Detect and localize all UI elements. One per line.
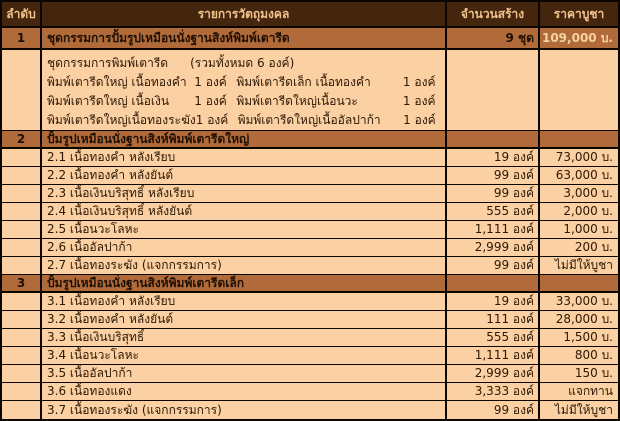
- detail-left-label: พิมพ์เตารีดใหญ่ เนื้อเงิน: [47, 94, 170, 108]
- price-cell: [538, 275, 618, 291]
- price-cell: 28,000 บ.: [538, 311, 618, 328]
- section-row-1: [2, 28, 618, 50]
- price-cell: 63,000 บ.: [538, 167, 618, 184]
- row-number-cell: [2, 167, 40, 184]
- table-row: [2, 275, 618, 293]
- row-number-cell: [2, 239, 40, 256]
- item-cell: ปั้มรูปเหมือนนั่งฐานสิงห์พิมพ์เตารีดเล็ก: [40, 275, 445, 291]
- price-cell: ไม่มีให้บูชา: [538, 401, 618, 419]
- qty-cell: 19 องค์: [445, 293, 538, 310]
- table-row: [2, 347, 618, 365]
- item-cell: 2.1 เนื้อทองคำ หลังเรียบ: [40, 149, 445, 166]
- header-cell-price: ราคาบูชา: [538, 2, 618, 26]
- qty-cell: 555 องค์: [445, 329, 538, 346]
- price-cell: 1,000 บ.: [538, 221, 618, 238]
- price-cell: 150 บ.: [538, 365, 618, 382]
- detail-right-qty: 1 องค์: [403, 113, 436, 127]
- header-cell-order: ลำดับ: [6, 6, 36, 21]
- qty-cell: 19 องค์: [445, 149, 538, 166]
- row-number-cell: 2: [16, 132, 26, 146]
- item-cell: 2.5 เนื้อนวะโลหะ: [40, 221, 445, 238]
- row-number-cell: [2, 149, 40, 166]
- qty-cell: [445, 275, 538, 291]
- detail-left-label: พิมพ์เตารีดใหญ่ เนื้อทองคำ: [47, 75, 187, 89]
- table-header-row: [2, 2, 618, 28]
- item-cell: 2.3 เนื้อเงินบริสุทธิ์ หลังเรียบ: [40, 185, 445, 202]
- item-cell: ชุดกรรมการปั้มรูปเหมือนนั่งฐานสิงห์พิมพ์เตารีด: [40, 28, 445, 48]
- detail-pair-line: [47, 111, 445, 130]
- item-cell: 2.7 เนื้อทองระฆัง (แจกกรรมการ): [40, 257, 445, 274]
- qty-cell: 99 องค์: [445, 167, 538, 184]
- detail-right-qty: 1 องค์: [402, 94, 436, 108]
- price-cell: 800 บ.: [538, 347, 618, 364]
- qty-cell: 111 องค์: [445, 311, 538, 328]
- detail-note: (รวมทั้งหมด 6 องค์): [190, 56, 295, 70]
- table-row: [2, 131, 618, 149]
- table-row: [2, 383, 618, 401]
- row-number-cell: [2, 293, 40, 310]
- price-cell: 1,500 บ.: [538, 329, 618, 346]
- price-cell: 2,000 บ.: [538, 203, 618, 220]
- item-cell: 3.7 เนื้อทองระฆัง (แจกกรรมการ): [40, 401, 445, 419]
- row-number-cell: 3: [16, 276, 26, 290]
- table-row: [2, 401, 618, 419]
- qty-cell: 99 องค์: [445, 401, 538, 419]
- qty-cell: 2,999 องค์: [445, 365, 538, 382]
- qty-cell: 1,111 องค์: [445, 221, 538, 238]
- section-1-detail-row: [2, 50, 618, 131]
- qty-cell: 555 องค์: [445, 203, 538, 220]
- row-number-cell: [2, 329, 40, 346]
- item-cell: 2.6 เนื้ออัลปาก้า: [40, 239, 445, 256]
- item-cell: 3.2 เนื้อทองคำ หลังยันต์: [40, 311, 445, 328]
- detail-header-line: [47, 54, 445, 73]
- detail-left-qty: 1 องค์: [195, 113, 229, 127]
- item-cell: 3.4 เนื้อนวะโลหะ: [40, 347, 445, 364]
- row-number-cell: [2, 185, 40, 202]
- qty-cell: 99 องค์: [445, 257, 538, 274]
- item-cell: 2.4 เนื้อเงินบริสุทธิ์ หลังยันต์: [40, 203, 445, 220]
- row-number-cell: [2, 50, 40, 130]
- header-cell-quantity: จำนวนสร้าง: [445, 2, 538, 26]
- item-cell: 2.2 เนื้อทองคำ หลังยันต์: [40, 167, 445, 184]
- item-cell: 3.6 เนื้อทองแดง: [40, 383, 445, 400]
- price-cell: [538, 131, 618, 147]
- table-row: [2, 329, 618, 347]
- detail-left-qty: 1 องค์: [194, 75, 227, 89]
- detail-right-label: พิมพ์เตารีดเล็ก เนื้อทองคำ: [236, 75, 371, 89]
- qty-cell: [445, 50, 538, 130]
- price-cell: แจกทาน: [538, 383, 618, 400]
- price-cell: 109,000 บ.: [538, 28, 618, 48]
- table-row: [2, 293, 618, 311]
- item-cell: 3.1 เนื้อทองคำ หลังเรียบ: [40, 293, 445, 310]
- table-row: [2, 239, 618, 257]
- price-cell: 73,000 บ.: [538, 149, 618, 166]
- price-cell: 200 บ.: [538, 239, 618, 256]
- detail-right-qty: 1 องค์: [402, 75, 436, 89]
- row-number-cell: [2, 203, 40, 220]
- table-row: [2, 221, 618, 239]
- row-number-cell: [2, 347, 40, 364]
- detail-right-label: พิมพ์เตารีดใหญ่เนื้อนวะ: [236, 94, 358, 108]
- table-row: [2, 203, 618, 221]
- qty-cell: 2,999 องค์: [445, 239, 538, 256]
- price-cell: ไม่มีให้บูชา: [538, 257, 618, 274]
- detail-pair-line: [47, 92, 445, 111]
- price-cell: [538, 50, 618, 130]
- row-number-cell: [2, 257, 40, 274]
- item-cell: 3.5 เนื้ออัลปาก้า: [40, 365, 445, 382]
- qty-cell: 9 ชุด: [445, 28, 538, 48]
- header-cell-item: รายการวัตถุมงคล: [40, 2, 445, 26]
- table-row: [2, 149, 618, 167]
- row-number-cell: [2, 311, 40, 328]
- row-number-cell: [2, 401, 40, 419]
- row-number-cell: [2, 221, 40, 238]
- qty-cell: 3,333 องค์: [445, 383, 538, 400]
- item-cell: 3.3 เนื้อเงินบริสุทธิ์: [40, 329, 445, 346]
- price-cell: 33,000 บ.: [538, 293, 618, 310]
- row-number-cell: [2, 383, 40, 400]
- price-cell: 3,000 บ.: [538, 185, 618, 202]
- table-row: [2, 257, 618, 275]
- row-number-cell: [2, 365, 40, 382]
- table-row: [2, 167, 618, 185]
- detail-title: ชุดกรรมการพิมพ์เตารีด: [47, 56, 169, 70]
- row-number-cell: 1: [16, 31, 26, 45]
- qty-cell: 99 องค์: [445, 185, 538, 202]
- detail-pair-line: [47, 73, 445, 92]
- qty-cell: 1,111 องค์: [445, 347, 538, 364]
- detail-right-label: พิมพ์เตารีดใหญ่เนื้ออัลปาก้า: [237, 113, 381, 127]
- detail-cell: [40, 50, 445, 130]
- table-row: [2, 185, 618, 203]
- table-row: [2, 311, 618, 329]
- detail-left-label: พิมพ์เตารีดใหญ่เนื้อทองระฆัง: [47, 113, 196, 127]
- detail-left-qty: 1 องค์: [194, 94, 227, 108]
- qty-cell: [445, 131, 538, 147]
- item-cell: ปั้มรูปเหมือนนั่งฐานสิงห์พิมพ์เตารีดใหญ่: [40, 131, 445, 147]
- table-row: [2, 365, 618, 383]
